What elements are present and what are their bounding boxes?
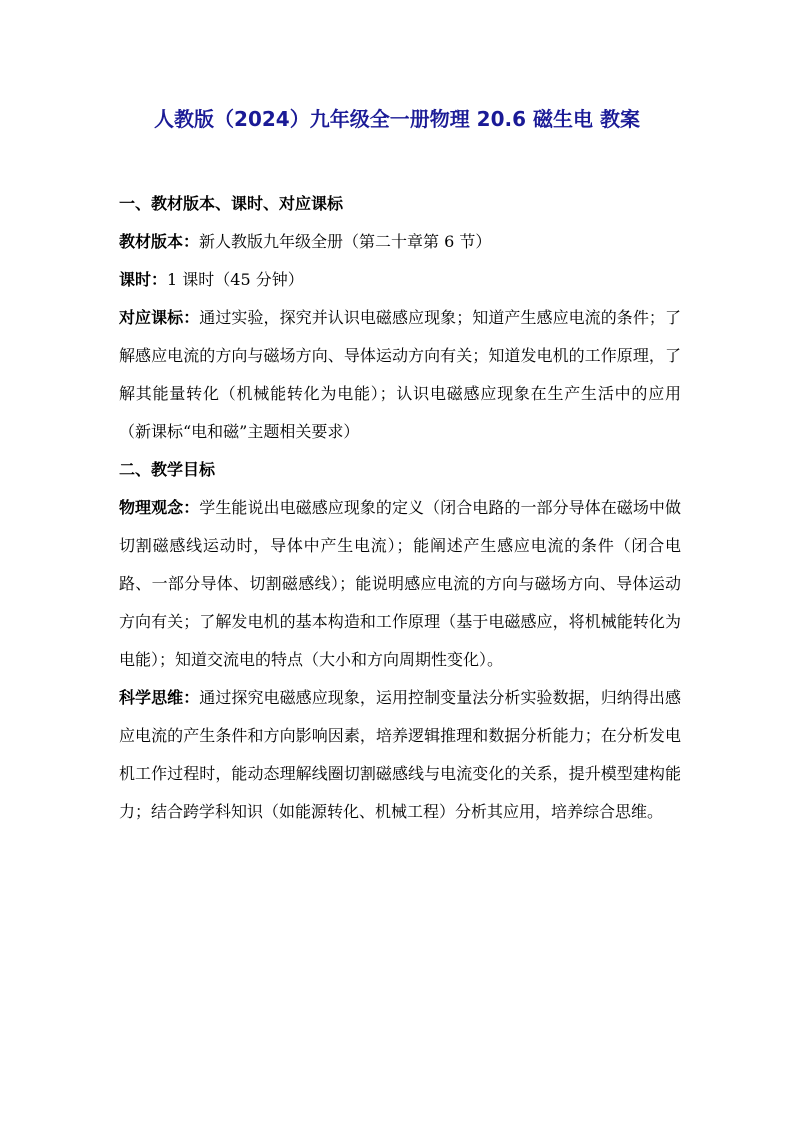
physics-concept-label: 物理观念： xyxy=(119,498,200,517)
textbook-edition-text: 新人教版九年级全册（第二十章第 6 节） xyxy=(199,232,492,251)
scientific-thinking-label: 科学思维： xyxy=(119,688,200,707)
curriculum-standard-label: 对应课标： xyxy=(119,308,200,327)
textbook-edition-label: 教材版本： xyxy=(119,232,200,251)
document-body xyxy=(119,185,681,831)
physics-concept-paragraph xyxy=(119,489,681,679)
curriculum-standard-paragraph xyxy=(119,299,681,451)
textbook-edition-paragraph xyxy=(119,223,681,261)
class-period-text: 1 课时（45 分钟） xyxy=(167,270,304,289)
scientific-thinking-text: 通过探究电磁感应现象，运用控制变量法分析实验数据，归纳得出感应电流的产生条件和方向影响因素，培养逻辑推理和数据分析能力；在分析发电机工作过程时，能动态理解线圈切割磁感线与电流变化的关系，提升模型建构能力；结合跨学科知识（如能源转化、机械工程）分析其应用，培养综合思维。 xyxy=(119,688,681,821)
section-heading-objectives: 二、教学目标 xyxy=(119,460,216,479)
physics-concept-text: 学生能说出电磁感应现象的定义（闭合电路的一部分导体在磁场中做切割磁感线运动时，导体中产生电流）；能阐述产生感应电流的条件（闭合电路、一部分导体、切割磁感线）；能说明感应电流的方向与磁场方向、导体运动方向有关；了解发电机的基本构造和工作原理（基于电磁感应，将机械能转化为电能）；知道交流电的特点（大小和方向周期性变化）。 xyxy=(119,498,681,669)
class-period-label: 课时： xyxy=(119,270,168,289)
curriculum-standard-text: 通过实验，探究并认识电磁感应现象；知道产生感应电流的条件；了解感应电流的方向与磁场方向、导体运动方向有关；知道发电机的工作原理，了解其能量转化（机械能转化为电能）；认识电磁感应现象在生产生活中的应用（新课标“电和磁”主题相关要求） xyxy=(119,308,681,441)
section-heading-textbook: 一、教材版本、课时、对应课标 xyxy=(119,194,344,213)
scientific-thinking-paragraph xyxy=(119,679,681,831)
document-title: 人教版（2024）九年级全一册物理 20.6 磁生电 教案 xyxy=(154,107,640,131)
class-period-paragraph xyxy=(119,261,681,299)
